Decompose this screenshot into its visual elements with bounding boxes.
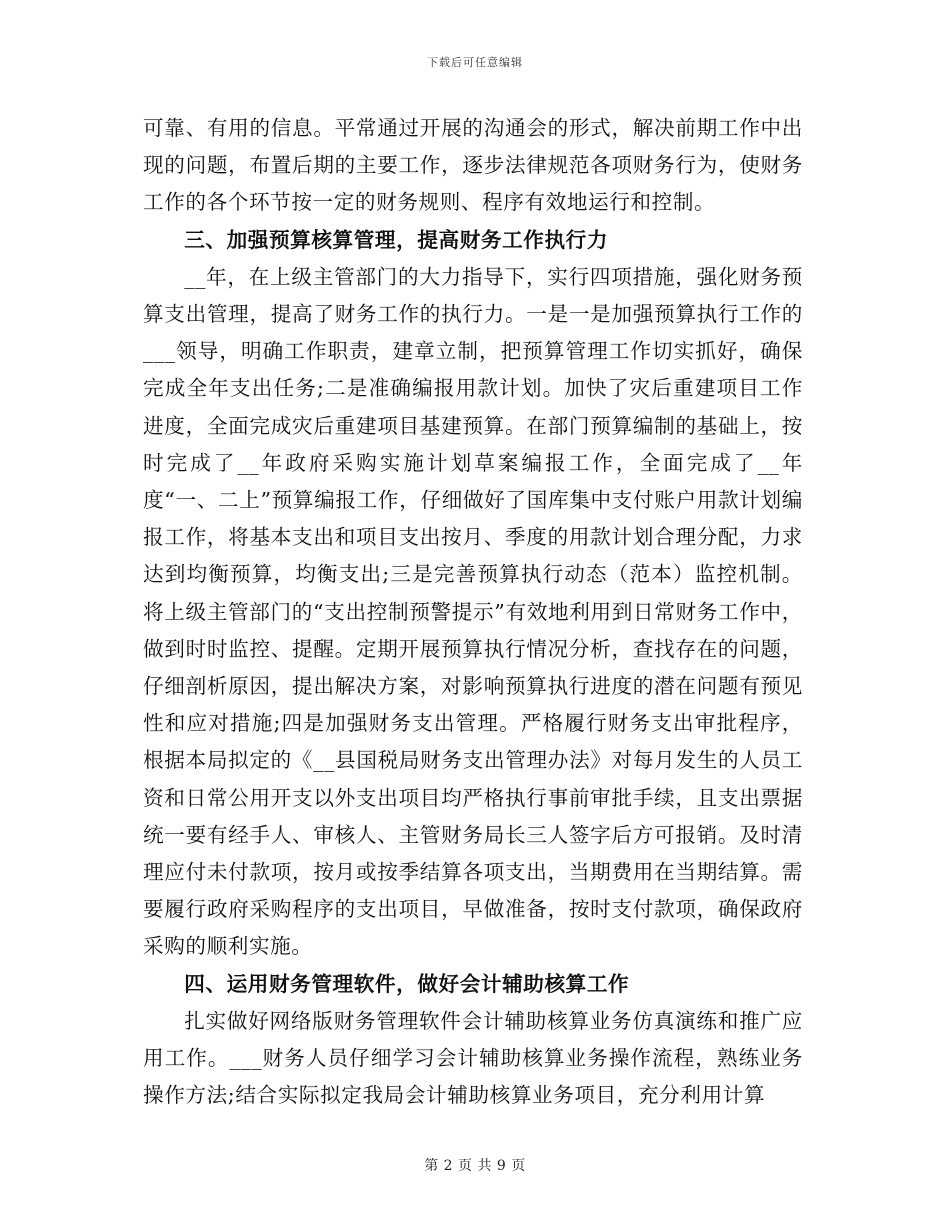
paragraph-accounting-software: 扎实做好网络版财务管理软件会计辅助核算业务仿真演练和推广应用工作。___财务人员仔细学习会计辅助核算业务操作流程，熟练业务操作方法;结合实际拟定我局会计辅助核算业务项目，充分利用计算 xyxy=(143,1008,803,1108)
page-header: 下载后可任意编辑 xyxy=(427,56,523,69)
paragraph-continuation: 可靠、有用的信息。平常通过开展的沟通会的形式，解决前期工作中出现的问题，布置后期的主要工作，逐步法律规范各项财务行为，使财务工作的各个环节按一定的财务规则、程序有效地运行和控制。 xyxy=(143,116,803,215)
page-footer: 第 2 页 共 9 页 xyxy=(424,1158,526,1174)
section-heading-4: 四、运用财务管理软件，做好会计辅助核算工作 xyxy=(184,971,630,996)
section-heading-3: 三、加强预算核算管理，提高财务工作执行力 xyxy=(184,227,609,252)
document-body xyxy=(143,110,803,1114)
paragraph-budget-management: __年，在上级主管部门的大力指导下，实行四项措施，强化财务预算支出管理，提高了财务工作的执行力。一是一是加强预算执行工作的___领导，明确工作职责，建章立制，把预算管理工作切实抓好，确保完成全年支出任务;二是准确编报用款计划。加快了灾后重建项目工作进度，全面完成灾后重建项目基建预算。在部门预算编制的基础上，按时完成了__年政府采购实施计划草案编报工作，全面完成了__年度“一、二上”预算编报工作，仔细做好了国库集中支付账户用款计划编报工作，将基本支出和项目支出按月、季度的用款计划合理分配，力求达到均衡预算，均衡支出;三是完善预算执行动态（范本）监控机制。将上级主管部门的“支出控制预警提示”有效地利用到日常财务工作中，做到时时监控、提醒。定期开展预算执行情况分析，查找存在的问题，仔细剖析原因，提出解决方案，对影响预算执行进度的潜在问题有预见性和应对措施;四是加强财务支出管理。严格履行财务支出审批程序，根据本局拟定的《__县国税局财务支出管理办法》对每月发生的人员工资和日常公用开支以外支出项目均严格执行事前审批手续，且支出票据统一要有经手人、审核人、主管财务局长三人签字后方可报销。及时清理应付未付款项，按月或按季结算各项支出，当期费用在当期结算。需要履行政府采购程序的支出项目，早做准备，按时支付款项，确保政府采购的顺利实施。 xyxy=(143,264,803,959)
